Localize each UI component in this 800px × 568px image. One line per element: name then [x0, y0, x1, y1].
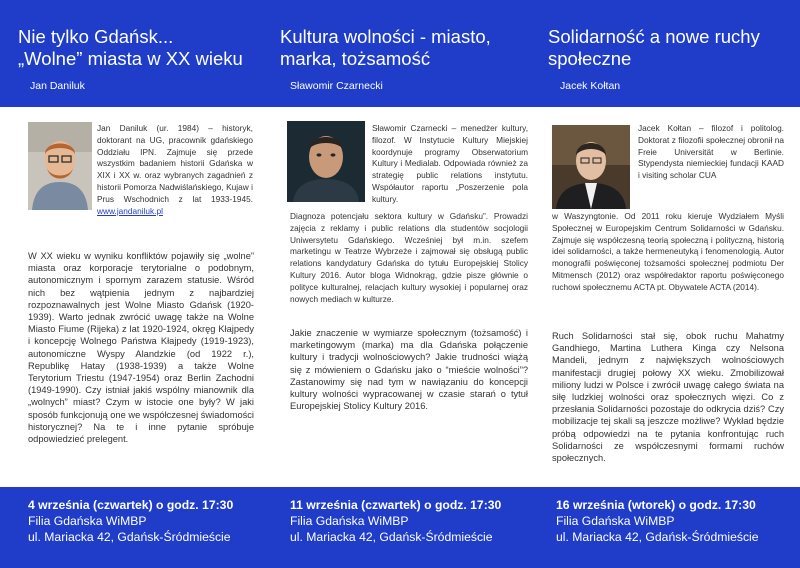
lecture-title-3: Solidarność a nowe ruchy społeczne [548, 26, 760, 69]
speaker-bio-2: Sławomir Czarnecki – menedżer kultury, filozof. W Instytucie Kultury Miejskiej koordynuje programy Obserwatorium Kultury i Medialab. Odpowiada również za strategię public relations instytutu. Współautor raportu „Poszerzenie pola kultury. [372, 123, 528, 204]
speaker-photo-2 [287, 121, 365, 202]
event-address: ul. Mariacka 42, Gdańsk-Śródmieście [28, 530, 231, 544]
lecture-title-1: Nie tylko Gdańsk... „Wolne” miasta w XX wieku [18, 26, 243, 69]
event-date: 16 września (wtorek) o godz. 17:30 [556, 498, 756, 512]
event-address: ul. Mariacka 42, Gdańsk-Śródmieście [556, 530, 759, 544]
event-info-2 [290, 497, 501, 545]
speaker-photo-1 [28, 122, 92, 210]
lecture-description-3: Ruch Solidarności stał się, obok ruchu Mahatmy Gandhiego, Martina Luthera Kinga czy Nelsona Mandeli, jednym z największych wolnościowych manifestacji drugiej połowy XX wieku. Zmobilizował miliony ludzi w Polsce i zwrócił uwagę całego świata na siłę ludzkiej wolności oraz społecznych więzi. Co z przesłania Solidarności pozostaje do odkrycia dziś? Czy mobilizacje tej skali są jeszcze możliwe? Wykład będzie próbą odpowiedzi na te pytania konfrontując ruch Solidarności ze współczesnymi formami ruchów społecznych. [552, 331, 784, 464]
speaker-bio-3-continued: w Waszyngtonie. Od 2011 roku kieruje Wydziałem Myśli Społecznej w Europejskim Centrum Solidarności w Gdańsku. Zajmuje się współczesną teorią społeczną i polityczną, historią idei solidarności, a także hermeneutyką i fenomenologią. Autor monografii poświęconej tożsamości społecznej podmiotu Der Mitmensch (2012) oraz współredaktor raportu poświęconego ruchowi społecznemu ACTA pt. Obywatele ACTA (2014). [552, 211, 784, 292]
speaker-photo-3 [552, 125, 630, 209]
speaker-bio-3: Jacek Kołtan – filozof i politolog. Doktorat z filozofii społecznej obronił na Freie Universität w Berlinie. Stypendysta niemieckiej fundacji KAAD i visiting scholar CUA [638, 123, 784, 181]
speaker-name-2: Sławomir Czarnecki [290, 80, 383, 92]
event-venue: Filia Gdańska WiMBP [290, 514, 409, 528]
speaker-name-1: Jan Daniluk [30, 80, 85, 92]
event-info-3 [556, 497, 759, 545]
event-address: ul. Mariacka 42, Gdańsk-Śródmieście [290, 530, 493, 544]
event-info-1 [28, 497, 233, 545]
website-link[interactable]: www.jandaniluk.pl [97, 205, 163, 216]
speaker-bio-2-continued: Diagnoza potencjału sektora kultury w Gdańsku”. Prowadzi zajęcia z reklamy i public relations dla studentów socjologii Uniwersytetu Gdańskiego. Wcześniej był m.in. szefem marketingu w Teatrze Wybrzeże i zajmował się obsługą public relations kandydatury Gdańska do tytułu Europejskiej Stolicy Kultury 2016. Autor bloga Widnokrąg, gdzie pisze głównie o polityce kulturalnej, relacjach kultury wysokiej i popularnej oraz nowych mediach w kulturze. [290, 211, 528, 304]
event-venue: Filia Gdańska WiMBP [28, 514, 147, 528]
speaker-bio-1: Jan Daniluk (ur. 1984) – historyk, doktorant na UG, pracownik gdańskiego Oddziału IPN. Zajmuje się przede wszystkim badaniem historii Gdańska w XIX i XX w. oraz wybranych zagadnień z historii Pomorza Nadwiślańskiego, Kujaw i Prus Wschodnich z lat 1933-1945. www.jandaniluk.pl [97, 123, 253, 216]
lecture-title-2: Kultura wolności - miasto, marka, tożsamość [280, 26, 491, 69]
speaker-name-3: Jacek Kołtan [560, 80, 621, 92]
lecture-description-2: Jakie znaczenie w wymiarze społecznym (tożsamość) i marketingowym (marka) ma dla Gdańska połączenie kultury i tradycji wolnościowych? Jakie trudności wiążą się z mówieniem o Gdańsku jako o “mieście wolności”? Zastanowimy się nad tym w nawiązaniu do koncepcji kultury wolności wypracowanej w czasie starań o tytuł Europejskiej Stolicy Kultury 2016. [290, 328, 528, 412]
event-venue: Filia Gdańska WiMBP [556, 514, 675, 528]
event-date: 11 września (czwartek) o godz. 17:30 [290, 498, 502, 512]
event-date: 4 września (czwartek) o godz. 17:30 [28, 498, 234, 512]
lecture-description-1: W XX wieku w wyniku konfliktów pojawiły się „wolne” miasta oraz korporacje terytorialne o podobnym, autonomicznym i spornym zarazem statusie. Wśród nich bez wątpienia jednym z najbardziej rozpoznawalnych jest Wolne Miasto Gdańsk (1920-1939). Warto jednak zwrócić uwagę także na Wolne Miasto Fiume (Rijeka) z lat 1920-1924, okręg Kłajpedy i koncepcję Wolnego Państwa Kłajpedy (1919-1923), autonomiczne Wyspy Alandzkie (od 1922 r.), Republikę Hatay (1938-1939) a także Wolne Terytorium Triestu (1947-1954) oraz Berlin Zachodni (1949-1990). Czy istniał jakiś wspólny mianownik dla „wolnych” miast? Czym w istocie one były? W jaki sposób funkcjonują one we współczesnej świadomości historycznej? Na te i inne pytanie spróbuje odpowiedzieć prelegent. [28, 251, 254, 445]
